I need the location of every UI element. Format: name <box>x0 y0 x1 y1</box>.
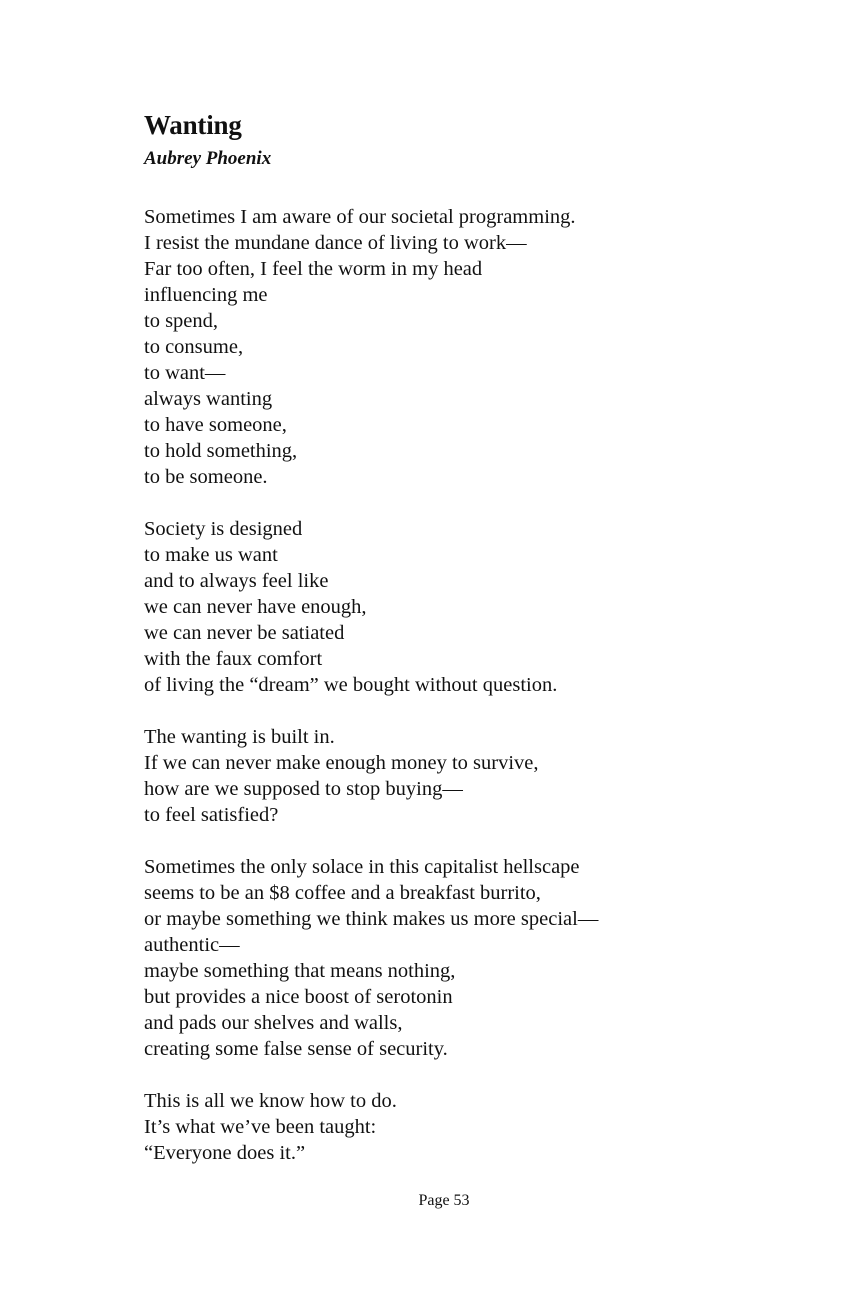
poem-line: of living the “dream” we bought without question. <box>144 674 558 696</box>
poem-line: but provides a nice boost of serotonin <box>144 986 453 1008</box>
poem-line: and pads our shelves and walls, <box>144 1012 403 1034</box>
stanza-5 <box>144 1088 764 1166</box>
poem-line: to feel satisfied? <box>144 804 279 826</box>
poem-line: It’s what we’ve been taught: <box>144 1116 377 1138</box>
poem-line: to have someone, <box>144 414 287 436</box>
poem-line: to be someone. <box>144 466 268 488</box>
poem-line: I resist the mundane dance of living to work— <box>144 232 527 254</box>
poem-line: If we can never make enough money to survive, <box>144 752 539 774</box>
poem-line: to consume, <box>144 336 244 358</box>
stanza-2 <box>144 516 764 698</box>
poem-author: Aubrey Phoenix <box>144 148 272 169</box>
poem-line: Society is designed <box>144 518 303 540</box>
poem-line: always wanting <box>144 388 273 410</box>
poem-line: This is all we know how to do. <box>144 1090 397 1112</box>
poem-line: The wanting is built in. <box>144 726 335 748</box>
poem-line: we can never have enough, <box>144 596 367 618</box>
poem-line: with the faux comfort <box>144 648 323 670</box>
poem-line: Sometimes I am aware of our societal programming. <box>144 206 576 228</box>
poem-title: Wanting <box>144 110 242 140</box>
poem-line: authentic— <box>144 934 240 956</box>
stanza-1 <box>144 204 764 490</box>
poem-line: and to always feel like <box>144 570 329 592</box>
poem-line: Far too often, I feel the worm in my head <box>144 258 483 280</box>
stanza-3 <box>144 724 764 828</box>
poem-line: how are we supposed to stop buying— <box>144 778 463 800</box>
poem-line: to hold something, <box>144 440 298 462</box>
page-number: Page 53 <box>418 1192 470 1209</box>
poem-line: to make us want <box>144 544 278 566</box>
poem-line: or maybe something we think makes us more special— <box>144 908 599 930</box>
poem-line: seems to be an $8 coffee and a breakfast burrito, <box>144 882 541 904</box>
poem-body <box>144 204 764 1192</box>
poem-line: influencing me <box>144 284 268 306</box>
poem-line: “Everyone does it.” <box>144 1142 306 1164</box>
poem-line: creating some false sense of security. <box>144 1038 448 1060</box>
poem-line: maybe something that means nothing, <box>144 960 456 982</box>
stanza-4 <box>144 854 764 1062</box>
poem-line: we can never be satiated <box>144 622 345 644</box>
poem-line: to want— <box>144 362 226 384</box>
poem-line: to spend, <box>144 310 219 332</box>
poem-line: Sometimes the only solace in this capitalist hellscape <box>144 856 580 878</box>
